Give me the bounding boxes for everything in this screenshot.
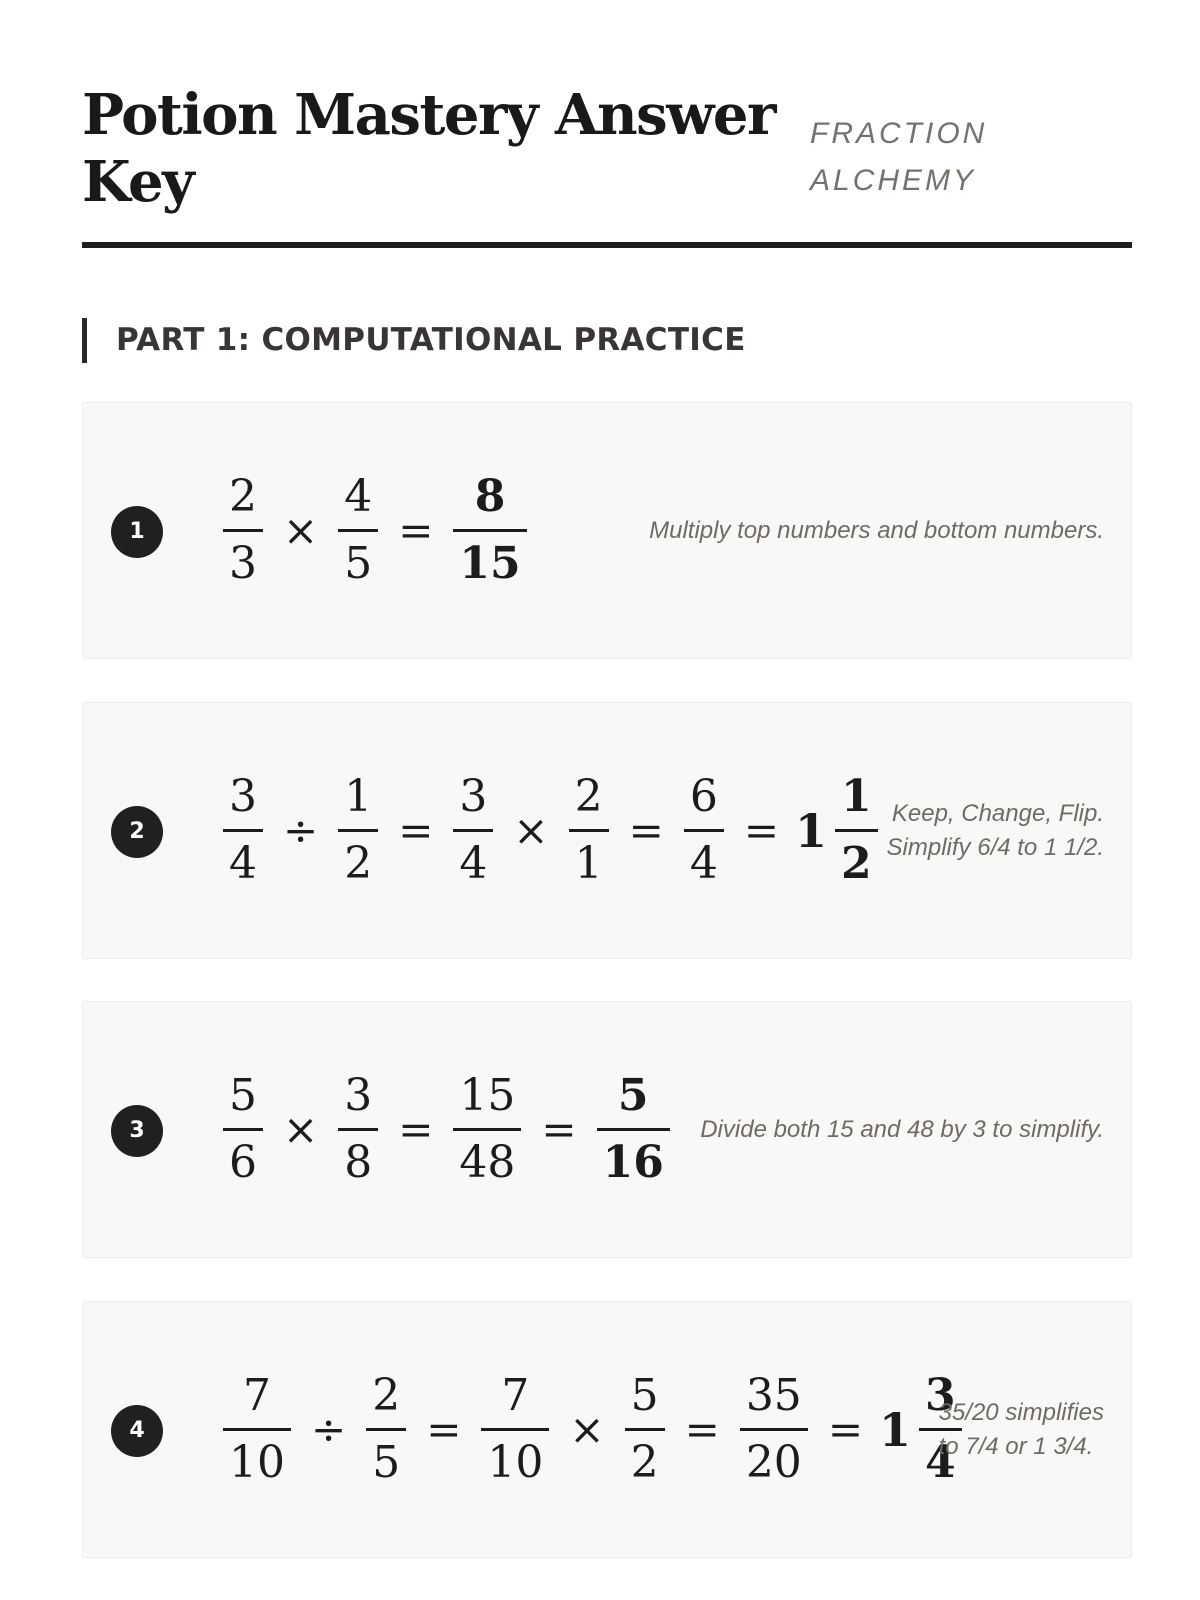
numerator: 5 xyxy=(630,1370,659,1421)
numerator: 1 xyxy=(344,771,373,822)
denominator: 2 xyxy=(630,1437,659,1488)
problem-equation xyxy=(211,1302,974,1557)
equals-sign: = xyxy=(426,1404,462,1454)
fraction xyxy=(453,771,493,890)
numerator: 3 xyxy=(459,771,488,822)
fraction-bar xyxy=(366,1428,406,1431)
numerator: 2 xyxy=(229,471,257,522)
denominator: 48 xyxy=(459,1137,516,1188)
header-divider xyxy=(82,242,1132,248)
fraction xyxy=(481,1370,549,1489)
numerator: 1 xyxy=(841,771,872,822)
numerator: 5 xyxy=(229,1070,257,1121)
fraction xyxy=(338,1070,378,1189)
denominator: 8 xyxy=(344,1137,373,1188)
fraction-bar xyxy=(684,829,724,832)
denominator: 5 xyxy=(372,1437,401,1488)
denominator: 4 xyxy=(459,838,488,889)
fraction-bar xyxy=(597,1128,670,1131)
problem-card-1 xyxy=(82,402,1132,659)
fraction-bar xyxy=(338,829,378,832)
numerator: 8 xyxy=(474,471,506,522)
fraction-bar xyxy=(223,829,263,832)
denominator: 15 xyxy=(459,538,521,589)
problem-number-badge: 4 xyxy=(111,1405,163,1457)
fraction-bar xyxy=(740,1428,808,1431)
denominator: 6 xyxy=(229,1137,257,1188)
denominator: 20 xyxy=(745,1437,802,1488)
equals-sign: = xyxy=(628,805,664,855)
denominator: 4 xyxy=(689,838,718,889)
fraction xyxy=(569,771,609,890)
answer-whole-number: 1 xyxy=(795,803,828,858)
fraction xyxy=(453,1070,521,1189)
denominator: 10 xyxy=(487,1437,544,1488)
answer-fraction xyxy=(453,471,526,590)
denominator: 4 xyxy=(925,1437,956,1488)
fraction-bar xyxy=(453,829,493,832)
fraction xyxy=(338,771,378,890)
denominator: 16 xyxy=(602,1137,664,1188)
problem-note xyxy=(649,403,1104,658)
fraction xyxy=(338,471,378,590)
equals-sign: = xyxy=(827,1404,864,1454)
section-title: PART 1: COMPUTATIONAL PRACTICE xyxy=(116,322,746,358)
numerator: 3 xyxy=(229,771,257,822)
fraction xyxy=(366,1370,406,1489)
equals-sign: = xyxy=(398,805,434,855)
fraction xyxy=(625,1370,665,1489)
fraction-bar xyxy=(223,1428,291,1431)
problem-card-2 xyxy=(82,702,1132,959)
numerator: 3 xyxy=(925,1370,956,1421)
fraction xyxy=(223,771,263,890)
fraction-bar xyxy=(223,1128,263,1131)
numerator: 7 xyxy=(243,1370,271,1421)
fraction-bar xyxy=(453,1128,521,1131)
numerator: 4 xyxy=(344,471,373,522)
fraction-bar xyxy=(338,1128,378,1131)
page-subtitle: FRACTION ALCHEMY xyxy=(810,117,988,197)
denominator: 2 xyxy=(344,838,373,889)
equals-sign: = xyxy=(398,1104,434,1154)
fraction xyxy=(223,1370,291,1489)
page-title: Potion Mastery Answer Key xyxy=(82,82,776,215)
note-line: to 7/4 or 1 3/4. xyxy=(938,1432,1094,1460)
answer-fraction xyxy=(835,771,878,890)
answer-fraction xyxy=(597,1070,670,1189)
numerator: 3 xyxy=(344,1070,373,1121)
note-line: Keep, Change, Flip. xyxy=(891,799,1104,827)
equals-sign: = xyxy=(684,1404,720,1454)
operator: ÷ xyxy=(283,805,319,855)
problem-note xyxy=(887,703,1104,958)
fraction xyxy=(740,1370,808,1489)
numerator: 2 xyxy=(574,771,603,822)
denominator: 4 xyxy=(229,838,257,889)
equals-sign: = xyxy=(541,1104,577,1154)
fraction-bar xyxy=(835,829,878,832)
note-line: 35/20 simplifies xyxy=(938,1398,1104,1426)
fraction-bar xyxy=(569,829,609,832)
numerator: 6 xyxy=(689,771,718,822)
fraction xyxy=(223,1070,263,1189)
numerator: 15 xyxy=(459,1070,516,1121)
operator: × xyxy=(283,505,319,555)
problem-note xyxy=(700,1002,1104,1257)
equals-sign: = xyxy=(743,805,780,855)
problem-equation xyxy=(211,703,890,958)
equals-sign: = xyxy=(398,505,434,555)
operator: ÷ xyxy=(311,1404,347,1454)
numerator: 35 xyxy=(745,1370,802,1421)
numerator: 7 xyxy=(501,1370,530,1421)
note-line: Simplify 6/4 to 1 1/2. xyxy=(886,833,1104,861)
denominator: 10 xyxy=(229,1437,285,1488)
fraction xyxy=(684,771,724,890)
fraction-bar xyxy=(338,529,378,532)
operator: × xyxy=(283,1104,319,1154)
problem-number-badge: 2 xyxy=(111,806,163,858)
fraction-bar xyxy=(453,529,526,532)
denominator: 3 xyxy=(229,538,257,589)
denominator: 1 xyxy=(574,838,603,889)
problem-number-badge: 1 xyxy=(111,506,163,558)
note-line: Divide both 15 and 48 by 3 to simplify. xyxy=(700,1115,1104,1143)
problem-card-3 xyxy=(82,1001,1132,1258)
fraction-bar xyxy=(223,529,263,532)
problem-equation xyxy=(211,1002,682,1257)
problem-equation xyxy=(211,403,539,658)
numerator: 5 xyxy=(617,1070,649,1121)
problem-number-badge: 3 xyxy=(111,1105,163,1157)
problem-note xyxy=(939,1302,1104,1557)
operator: × xyxy=(513,805,549,855)
problem-card-4 xyxy=(82,1301,1132,1558)
note-line: Multiply top numbers and bottom numbers. xyxy=(649,516,1104,544)
numerator: 2 xyxy=(372,1370,401,1421)
operator: × xyxy=(569,1404,605,1454)
denominator: 5 xyxy=(344,538,373,589)
denominator: 2 xyxy=(841,838,872,889)
answer-whole-number: 1 xyxy=(879,1402,912,1457)
fraction-bar xyxy=(625,1428,665,1431)
fraction-bar xyxy=(481,1428,549,1431)
section-accent-bar xyxy=(82,318,87,363)
page-header xyxy=(82,82,1132,244)
fraction xyxy=(223,471,263,590)
